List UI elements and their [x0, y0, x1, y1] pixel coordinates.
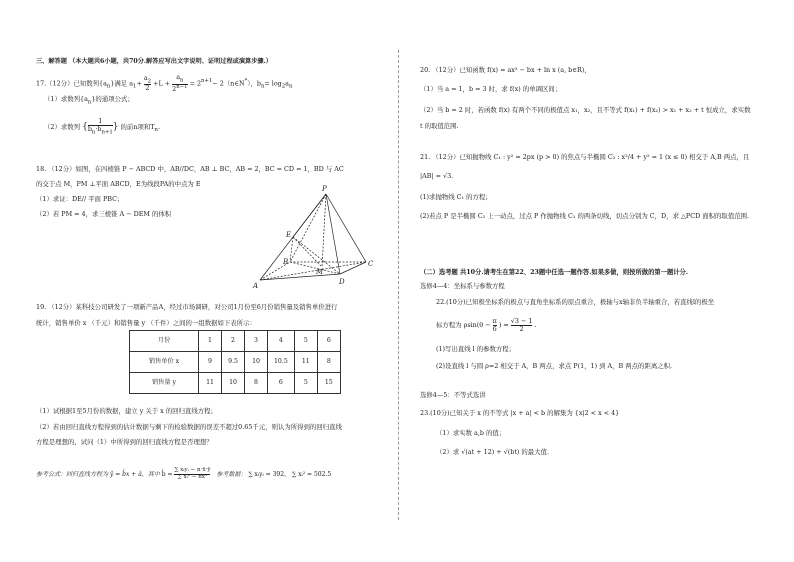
q20-line1: 20. （12分）已知函数 f(x) = ax² − bx + ln x (a, b∈R)，	[420, 66, 591, 74]
q23-part2: （2）求 √(at + 12) + √(bt) 的最大值.	[436, 448, 550, 456]
table-row	[130, 373, 341, 394]
table-cell: 9.5	[222, 352, 245, 373]
q22-part2: (2)设直线 l 与圆 ρ=2 相交于 A，B 两点，求点 P(1，1) 到 A，B 两点的距离之积.	[436, 362, 673, 370]
table-cell: 3	[245, 331, 268, 352]
table-cell: 6	[317, 331, 340, 352]
q22-line1: 22.(10分)已知极坐标系的极点与直角坐标系的原点重合，极轴与x轴非负半轴重合，若直线l的极坐	[436, 298, 715, 306]
q20-part1: （1）当 a = 1，b = 3 时，求 f(x) 的单调区间；	[420, 85, 562, 93]
sales-table	[129, 330, 341, 394]
table-cell: 1	[199, 331, 222, 352]
q18-part2: （2）若 PM = 4，求三棱锥 A − DEM 的体积	[36, 210, 172, 218]
table-cell: 10	[222, 373, 245, 394]
q23-line1: 23.(10分)已知关于 x 的不等式 |x + a| < b 的解集为 {x|2 < x < 4}	[420, 409, 620, 417]
section-title: 三、解答题 （本大题共6小题，共70分.解答应写出文字说明、证明过程或演算步骤.）	[36, 58, 272, 65]
table-cell: 8	[317, 352, 340, 373]
q19-part2b: 方程是理想的，试问（1）中所得到的回归直线方程是否理想？	[36, 438, 213, 446]
q22-tag: 选修4—4：坐标系与参数方程	[420, 282, 505, 290]
table-cell: 5	[294, 331, 317, 352]
table-cell: 4	[268, 331, 295, 352]
label-C: C	[368, 260, 374, 268]
q18-part1: （1）求证：DE// 平面 PBC；	[36, 195, 124, 203]
optional-title: （二）选考题 共10分.请考生在第22、23题中任选一题作答.如果多做，则按所做的第一题计分.	[420, 269, 689, 276]
q19-line2: 统计，销售单价 x （千元）和销售量 y （千件）之间的一组数据如下表所示：	[36, 319, 256, 327]
column-divider	[398, 50, 399, 520]
table-cell: 2	[222, 331, 245, 352]
table-cell: 10.5	[268, 352, 295, 373]
table-cell: 9	[199, 352, 222, 373]
q19-part2a: （2）若由回归直线方程得到的估计数据与剩下的检验数据的误差不超过0.65千元，则认为所得到的回归直线	[36, 423, 342, 431]
q21-line2: |AB| = √3.	[420, 172, 454, 180]
q21-line1: 21. （12分）已知抛物线 C₁ : y² = 2px (p > 0) 的焦点与半椭圆 C₂ : x²/4 + y² = 1 (x ≤ 0) 相交于 A,B 两点，且	[420, 153, 750, 161]
table-cell: 5	[294, 373, 317, 394]
q23-tag: 选修4—5：不等式选讲	[420, 391, 486, 399]
q17-part1: （1）求数列$\{a_n\}$的通项公式；	[44, 95, 134, 106]
q22-line2: 标方程为 ρsin(θ − $\frac{\pi}{6}$ ) = $\frac{√3 - 1}{2}$ .	[436, 317, 537, 333]
label-P: P	[322, 185, 327, 193]
table-cell: 11	[199, 373, 222, 394]
q20-part2a: （2）当 b = 2 时，若函数 f(x) 有两个不同的极值点 x₁，x₂，且不等式 f(x₁) + f(x₂) > x₁ + x₂ + t 恒成立，求实数	[420, 106, 751, 114]
label-E: E	[286, 231, 292, 239]
label-M: M	[316, 268, 324, 276]
table-cell: 10	[245, 352, 268, 373]
q18-line1: 18. （12分）如图，在四棱锥 P − ABCD 中，AB//DC，AB ⊥ BC，AB = 2，BC = CD = 1，BD 与 AC	[36, 165, 344, 173]
q17-stem: 17.（12分）已知数列$\{a_n\}$满足 $a_1+$ $\frac{a_2}{2}$ +L + $\frac{a_n}{2^{n-1}}$ = $2^{n+1}-$ 2（n∈N*），$b_n= \log_2a_n$	[36, 73, 293, 93]
table-cell: 11	[294, 352, 317, 373]
table-cell: 销售单价 x	[130, 352, 199, 373]
table-cell: 销售量 y	[130, 373, 199, 394]
q17-part2: （2）求数列 { $\frac{1}{b_n\cdot b_{n+1}}$ } 的前n项和$T_n$.	[44, 117, 160, 135]
q18-line2: 的交于点 M，PM ⊥平面 ABCD，E为线段PA的中点为 E	[36, 180, 201, 188]
table-row	[130, 331, 341, 352]
label-A: A	[253, 282, 259, 290]
table-cell: 月份	[130, 331, 199, 352]
label-D: D	[339, 278, 345, 286]
table-cell: 15	[317, 373, 340, 394]
table-cell: 8	[245, 373, 268, 394]
q21-part1: (1)求抛物线 C₁ 的方程；	[420, 193, 492, 201]
q23-part1: （1）求实数 a,b 的值；	[436, 429, 506, 437]
q22-part1: (1)写出直线 l 的参数方程；	[436, 345, 516, 353]
q20-part2b: t 的取值范围.	[420, 122, 459, 130]
q21-part2: (2)若点 P 是半椭圆 C₂ 上一动点，过点 P 作抛物线 C₁ 的两条切线，切点分别为 C，D，求 △PCD 面积的取值范围.	[420, 212, 750, 220]
pyramid-figure	[250, 182, 380, 292]
label-B: B	[283, 258, 289, 266]
table-row	[130, 352, 341, 373]
table-cell: 6	[268, 373, 295, 394]
q19-line1: 19. （12分）某科技公司研发了一项新产品A，经过市场调研，对公司1月份至6月份销售量及销售单价进行	[36, 303, 338, 311]
q19-reference: 参考公式：回归直线方程为 ŷ = b̂x + â，其中 b̂ = $\frac{\text{∑ xᵢyᵢ − n·x̄·ȳ}}{\text{∑ xᵢ² − nx̄²}}$ 参考数据： ∑ xᵢyᵢ = 392， ∑ xᵢ² = 502.5	[36, 467, 332, 480]
q19-part1: （1）试根据1至5月份的数据，建立 y 关于 x 的回归直线方程；	[36, 407, 217, 415]
